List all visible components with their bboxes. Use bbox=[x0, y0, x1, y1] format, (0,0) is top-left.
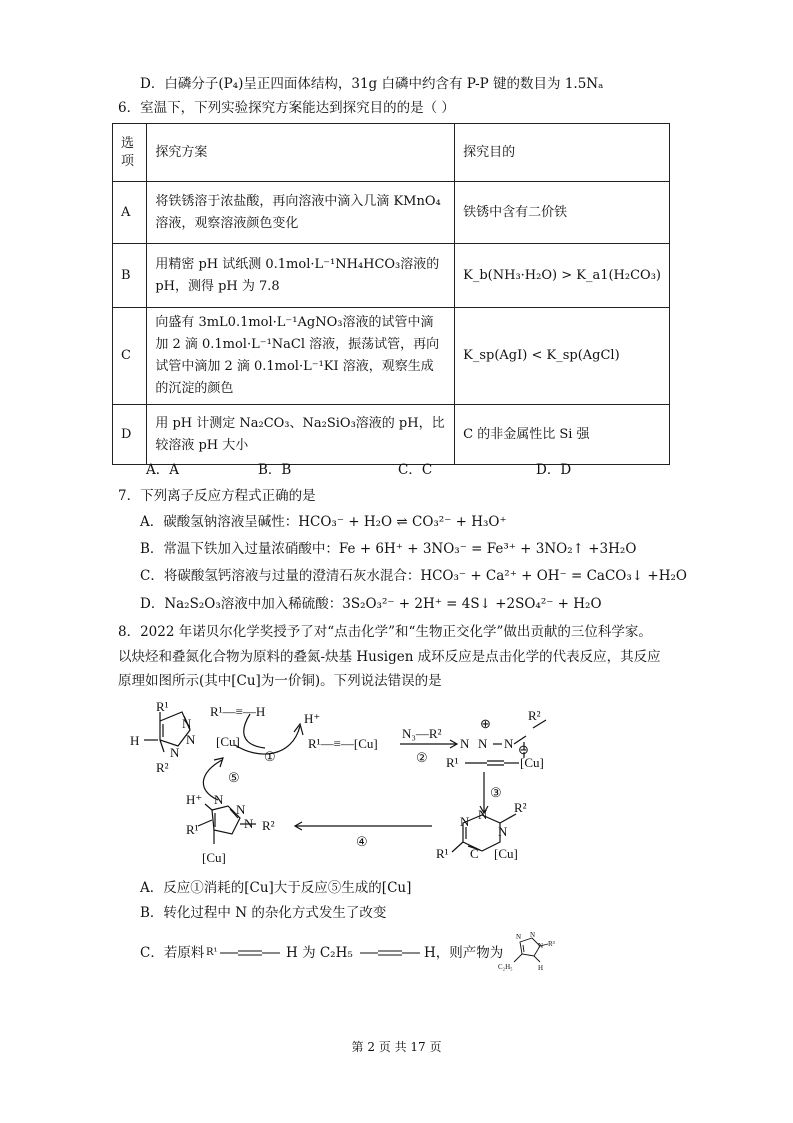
diagram-step-2: ② bbox=[416, 750, 428, 765]
row-d-goal: C 的非金属性比 Si 强 bbox=[455, 405, 670, 465]
q7-stem: 7．下列离子反应方程式正确的是 bbox=[118, 488, 316, 504]
q8-stem-line-1: 8．2022 年诺贝尔化学奖授予了对“点击化学”和“生物正交化学”做出贡献的三位科学家。 bbox=[118, 624, 652, 640]
diagram-r2-bottom-left: R² bbox=[262, 818, 275, 833]
row-b-option: B bbox=[113, 244, 147, 308]
diagram-n-a: N bbox=[460, 736, 470, 751]
page-footer: 第 2 页 共 17 页 bbox=[351, 1040, 442, 1054]
q8-option-c-alkyne-bond-2 bbox=[358, 946, 422, 960]
row-c-option: C bbox=[113, 308, 147, 405]
product-c2h5: C₂H₅ bbox=[498, 963, 513, 971]
diagram-r1-bottom-left: R¹ bbox=[186, 822, 199, 837]
diagram-azide: N₃—R² bbox=[402, 726, 442, 741]
row-a-scheme: 将铁锈溶于浓盐酸，再向溶液中滴入几滴 KMnO₄ 溶液，观察溶液颜色变化 bbox=[147, 182, 455, 244]
diagram-step-5: ⑤ bbox=[228, 770, 240, 785]
diagram-n3: N bbox=[170, 745, 180, 760]
q8-option-a: A．反应①消耗的[Cu]大于反应⑤生成的[Cu] bbox=[140, 880, 412, 896]
diagram-step-4: ④ bbox=[356, 834, 368, 849]
row-a-option: A bbox=[113, 182, 147, 244]
diagram-r2-bottom-right: R² bbox=[514, 800, 527, 815]
diagram-n-i: N bbox=[244, 816, 254, 831]
product-n-3: N bbox=[538, 942, 544, 950]
q6-choice-c: C．C bbox=[398, 462, 433, 478]
q6-choice-a: A．A bbox=[146, 462, 179, 478]
diagram-n-b: N bbox=[478, 736, 488, 751]
diagram-c-bottom-right: C bbox=[470, 846, 479, 861]
diagram-step-1: ① bbox=[264, 749, 276, 764]
q7-option-c: C．将碳酸氢钙溶液与过量的澄清石灰水混合：HCO₃⁻ + Ca²⁺ + OH⁻ = CaCO₃↓ +H₂O bbox=[140, 568, 687, 584]
diagram-r1-bottom-right: R¹ bbox=[436, 846, 449, 861]
diagram-cu-top-right: [Cu] bbox=[520, 755, 544, 770]
diagram-n-d: N bbox=[460, 814, 470, 829]
q8-stem-line-2: 以炔烃和叠氮化合物为原料的叠氮-炔基 Husigen 成环反应是点击化学的代表反应，其反应 bbox=[118, 649, 661, 665]
header-scheme: 探究方案 bbox=[147, 124, 455, 182]
row-c-scheme: 向盛有 3mL0.1mol·L⁻¹AgNO₃溶液的试管中滴加 2 滴 0.1mol·L⁻¹NaCl 溶液，振荡试管，再向试管中滴加 2 滴 0.1mol·L⁻¹KI 溶液，观察生成的沉淀的颜色 bbox=[147, 308, 455, 405]
header-goal: 探究目的 bbox=[455, 124, 670, 182]
q8-option-c-mid1: H 为 C₂H₅ bbox=[286, 945, 353, 961]
diagram-n2: N bbox=[186, 732, 196, 747]
diagram-step-3: ③ bbox=[490, 785, 502, 800]
diagram-cu-bottom-right: [Cu] bbox=[494, 846, 518, 861]
diagram-n-c: N bbox=[504, 736, 514, 751]
row-c-goal: K_sp(AgI) < K_sp(AgCl) bbox=[455, 308, 670, 405]
diagram-n1: N bbox=[182, 716, 192, 731]
q7-option-a: A．碳酸氢钠溶液呈碱性：HCO₃⁻ + H₂O ⇌ CO₃²⁻ + H₃O⁺ bbox=[140, 514, 507, 530]
row-b-scheme: 用精密 pH 试纸测 0.1mol·L⁻¹NH₄HCO₃溶液的 pH，测得 pH 为 7.8 bbox=[147, 244, 455, 308]
diagram-h-top-left: H bbox=[130, 733, 140, 748]
diagram-hplus-top: H⁺ bbox=[304, 711, 321, 726]
product-r3: R³ bbox=[548, 940, 555, 948]
row-b-goal: K_b(NH₃·H₂O) > K_a1(H₂CO₃) bbox=[455, 244, 670, 308]
product-n-2: N bbox=[530, 931, 536, 939]
q8-stem-line-3: 原理如图所示(其中[Cu]为一价铜)。下列说法错误的是 bbox=[118, 673, 442, 689]
q8-option-c-product-structure bbox=[496, 928, 572, 974]
header-option: 选项 bbox=[113, 124, 147, 182]
diagram-plus-sign: ⊕ bbox=[480, 716, 491, 731]
diagram-intermediate-1: R¹—≡—[Cu] bbox=[308, 736, 378, 751]
diagram-n-e: N bbox=[478, 807, 488, 822]
diagram-n-f: N bbox=[498, 824, 508, 839]
q8-option-c-prefix: C．若原料 bbox=[140, 945, 205, 961]
diagram-r1-top-right: R¹ bbox=[446, 755, 459, 770]
q7-option-b: B．常温下铁加入过量浓硝酸中：Fe + 6H⁺ + 3NO₃⁻ = Fe³⁺ + 3NO₂↑ +3H₂O bbox=[140, 541, 637, 557]
q7-option-d: D．Na₂S₂O₃溶液中加入稀硫酸：3S₂O₃²⁻ + 2H⁺ = 4S↓ +2SO₄²⁻ + H₂O bbox=[140, 596, 602, 612]
diagram-r2-top-left: R² bbox=[156, 760, 169, 775]
q5-option-d: D．白磷分子(P₄)呈正四面体结构，31g 白磷中约含有 P-P 键的数目为 1.5Nₐ bbox=[140, 76, 604, 92]
q6-stem: 6．室温下，下列实验探究方案能达到探究目的的是（ ） bbox=[118, 100, 455, 116]
diagram-r2-top-right: R² bbox=[528, 708, 541, 723]
q8-option-b: B．转化过程中 N 的杂化方式发生了改变 bbox=[140, 905, 387, 921]
row-d-scheme: 用 pH 计测定 Na₂CO₃、Na₂SiO₃溶液的 pH，比较溶液 pH 大小 bbox=[147, 405, 455, 465]
diagram-n-g: N bbox=[214, 792, 224, 807]
q8-option-c-alkyne-bond-1 bbox=[218, 946, 282, 960]
row-a-goal: 铁锈中含有二价铁 bbox=[455, 182, 670, 244]
product-h: H bbox=[538, 964, 544, 972]
diagram-r1-top-left: R¹ bbox=[156, 699, 169, 714]
q8-option-c-r1: R¹ bbox=[206, 947, 218, 958]
row-d-option: D bbox=[113, 405, 147, 465]
q6-choice-b: B．B bbox=[258, 462, 292, 478]
diagram-cu-center: [Cu] bbox=[216, 734, 240, 749]
product-n-1: N bbox=[516, 933, 522, 941]
q6-choice-d: D．D bbox=[536, 462, 572, 478]
q8-option-c-mid2: H，则产物为 bbox=[424, 945, 504, 961]
diagram-hplus-bottom: H⁺ bbox=[186, 792, 203, 807]
diagram-minus-sign: ⊖ bbox=[518, 742, 529, 757]
diagram-n-h: N bbox=[236, 802, 246, 817]
diagram-cu-bottom-left: [Cu] bbox=[202, 850, 226, 865]
diagram-alkyne: R¹—≡—H bbox=[210, 704, 266, 719]
